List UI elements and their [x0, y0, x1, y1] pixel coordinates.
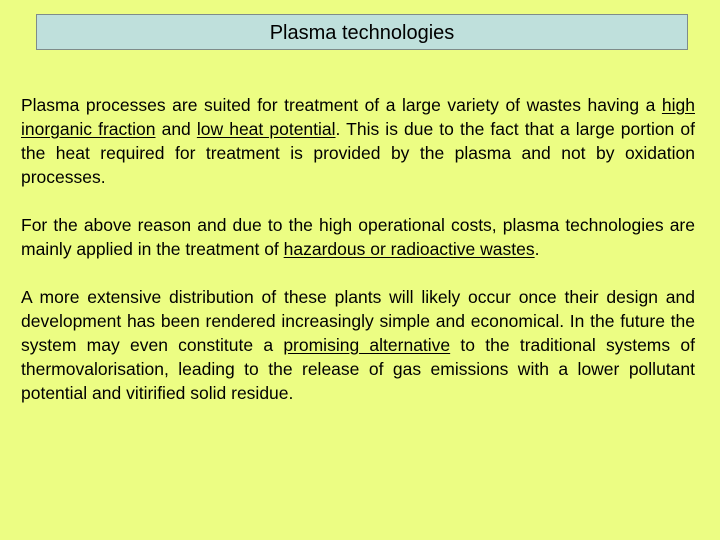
paragraph-3 [21, 285, 695, 405]
paragraph-3-text: A more extensive distribution of these plants will likely occur once their design and development has been rendered increasingly simple and economical. In the future the system may even constitute a [21, 287, 695, 355]
slide-title: Plasma technologies [269, 22, 455, 44]
paragraph-2-text: For the above reason and due to the high operational costs, plasma technologies are mainly applied in the treatment of [21, 215, 695, 259]
underlined-phrase-hazardous-or-radioactive-wastes: hazardous or radioactive wastes [283, 239, 535, 259]
paragraph-1-text: and [155, 119, 197, 139]
title-box [36, 14, 688, 50]
underlined-phrase-low-heat-potential: low heat potential [196, 119, 336, 139]
paragraph-1-text: . This is due to the fact that a large portion of the heat required for treatment is provided by the plasma and not by oxidation processes. [21, 119, 695, 187]
slide-body [21, 93, 695, 429]
paragraph-1 [21, 93, 695, 189]
underlined-phrase-promising-alternative: promising alternative [283, 335, 451, 355]
underlined-phrase-high-inorganic-fraction: high inorganic fraction [21, 95, 695, 139]
paragraph-2-text: . [534, 239, 540, 259]
paragraph-1-text: Plasma processes are suited for treatment of a large variety of wastes having a [21, 95, 662, 115]
paragraph-2 [21, 213, 695, 261]
paragraph-3-text: to the traditional systems of thermovalorisation, leading to the release of gas emissions with a lower pollutant potential and vitirified solid residue. [21, 335, 695, 403]
